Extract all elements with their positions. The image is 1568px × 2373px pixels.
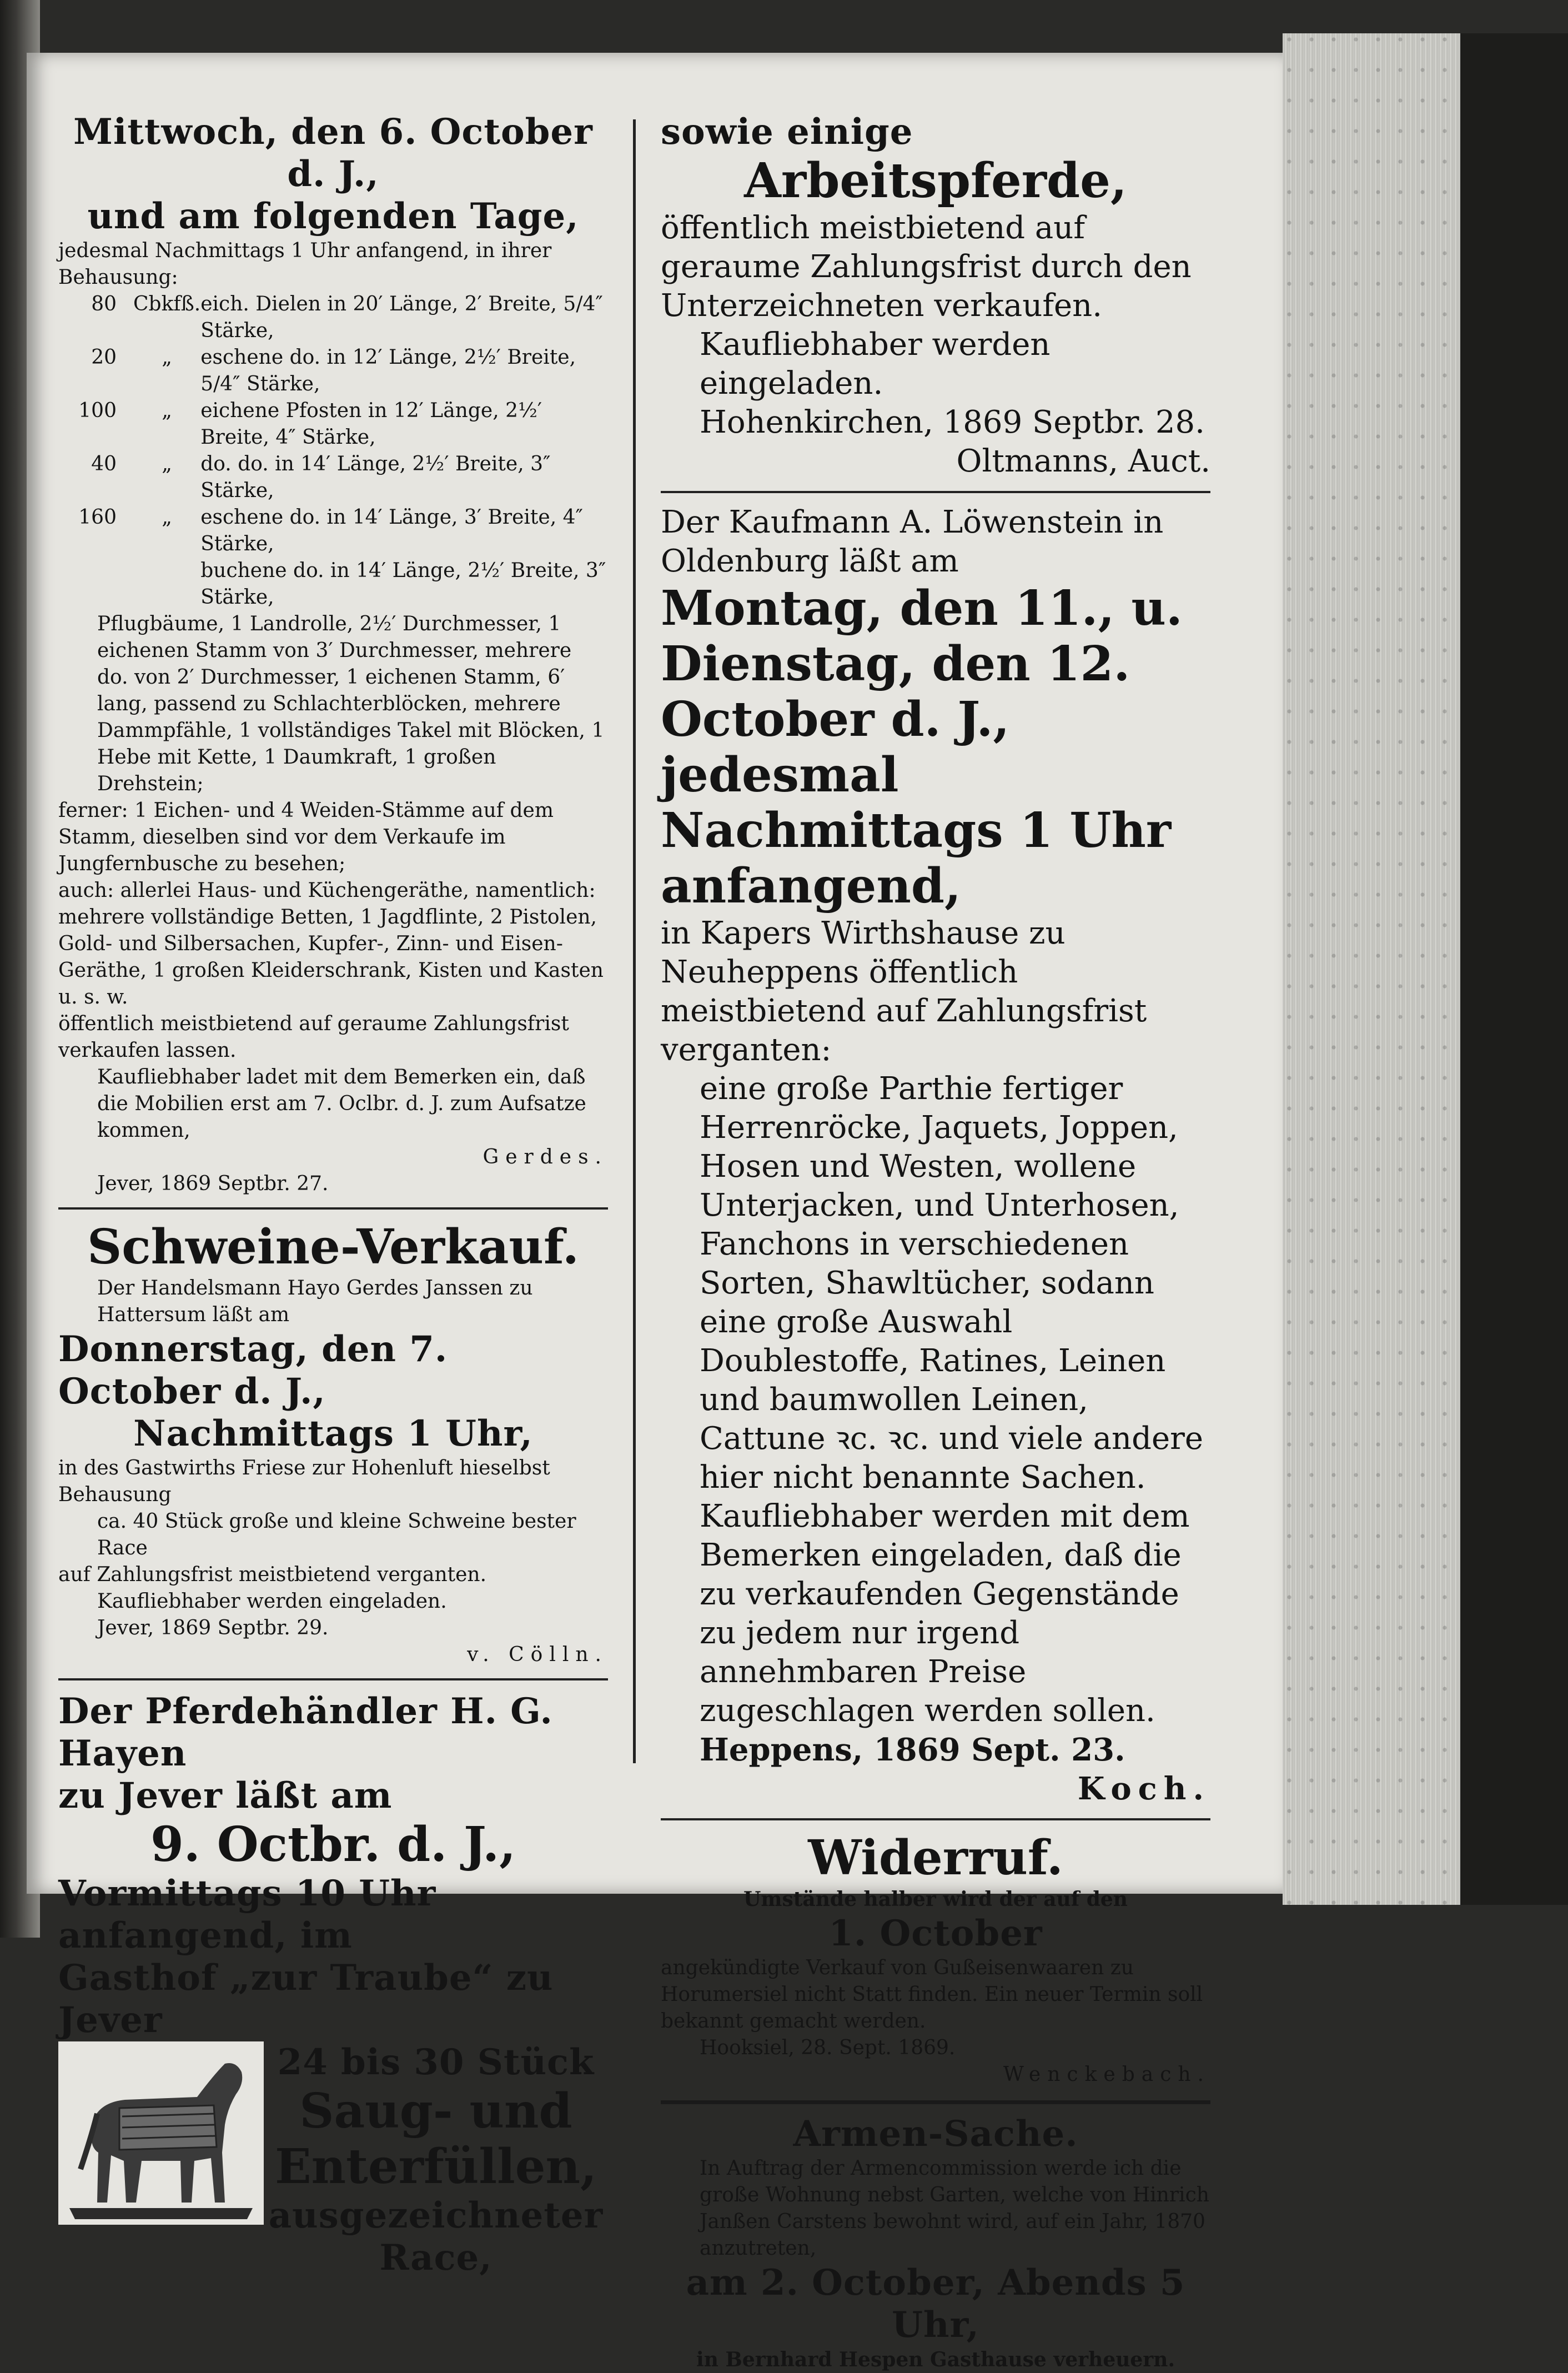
notice-goods2: Enterfüllen,: [275, 2139, 597, 2195]
notice-dateline: Hohenkirchen, 1869 Septbr. 28.: [700, 404, 1205, 440]
auction-notice-pigs: [58, 1220, 608, 1668]
lot-desc: eschene do. in 12′ Länge, 2½′ Breite, 5/4″ Stärke,: [200, 346, 576, 395]
notice-signer: Oltmanns, Auct.: [956, 443, 1210, 479]
notice-qty: 24 bis 30 Stück: [277, 2041, 595, 2083]
notice-date: Donnerstag, den 7. October d. J.,: [58, 1328, 448, 1412]
auction-notice-clothing: [661, 503, 1210, 1808]
notice-intro: Der Handelsmann Hayo Gerdes Janssen zu Hattersum läßt am: [97, 1277, 533, 1326]
notice-text: In Auftrag der Armencommission werde ich die große Wohnung nebst Garten, welche von Hinrich Janßen Carstens bewohnt wird, auf ein Jahr, 1870 anzutreten,: [700, 2157, 1209, 2260]
notice-signer: Koch.: [1077, 1770, 1210, 1807]
horse-woodcut-icon: [58, 2041, 264, 2225]
notice-ferner: ferner: 1 Eichen- und 4 Weiden-Stämme auf dem Stamm, dieselben sind vor dem Verkaufe im Jungfernbusche zu besehen;: [58, 799, 554, 875]
divider: [58, 1207, 608, 1210]
lot-unit: [133, 558, 200, 611]
notice-dateline: Heppens, 1869 Sept. 23.: [700, 1732, 1125, 1768]
lot-qty: 100: [78, 399, 117, 422]
notice-text: angekündigte Verkauf von Gußeisenwaaren zu Horumersiel nicht Statt finden. Ein neuer Termin soll bekannt gemacht werden.: [661, 1956, 1203, 2033]
lot-qty: 80: [91, 293, 117, 315]
notice-title: Schweine-Verkauf.: [87, 1219, 579, 1275]
notice-line1: sowie einige: [661, 111, 913, 153]
horse-text: [264, 2041, 608, 2279]
notice-date: 1. October: [828, 1913, 1043, 1954]
notice-items: Pflugbäume, 1 Landrolle, 2½′ Durchmesser, 1 eichenen Stamm von 3′ Durchmesser, mehrere do. von 2′ Durchmesser, 1 eichenen Stamm, 6′ lang, passend zu Schlachterblöcken, mehrere Dammpfähle, 1 vollständiges Takel mit Blöcken, 1 Hebe mit Kette, 1 Daumkraft, 1 großen Drehstein;: [97, 613, 605, 795]
notice-signer: Gerdes.: [483, 1146, 608, 1168]
notice-signer: v. Cölln.: [467, 1643, 608, 1666]
scan-background: [1460, 33, 1568, 1905]
lot-qty: 20: [91, 346, 117, 369]
notice-heading: Mittwoch, den 6. October d. J.,: [73, 111, 593, 195]
notice-date: am 2. October, Abends 5 Uhr,: [686, 2262, 1185, 2346]
lot-unit: „: [162, 399, 172, 422]
notice-place: in des Gastwirths Friese zur Hohenluft hieselbst Behausung: [58, 1457, 550, 1506]
notice-place: Gasthof „zur Traube“ zu Jever: [58, 1957, 554, 2041]
left-column: [58, 111, 608, 2279]
notice-goods1: Saug- und: [299, 2083, 572, 2139]
notice-invite: Kaufliebhaber werden eingeladen.: [97, 1590, 447, 1613]
notice-line1: Umstände halber wird der auf den: [743, 1888, 1128, 1911]
notice-date: 9. Octbr. d. J.,: [150, 1817, 516, 1873]
right-column: [661, 111, 1210, 2373]
divider: [661, 1818, 1210, 1820]
divider: [661, 2100, 1210, 2104]
revocation-notice: [661, 1830, 1210, 2088]
column-rule: [633, 119, 636, 1763]
notice-title: Arbeitspferde,: [744, 153, 1127, 209]
notice-text: öffentlich meistbietend auf geraume Zahlungsfrist durch den Unterzeichneten verkaufen.: [661, 210, 1192, 324]
book-fore-edge: [1283, 33, 1460, 1905]
lot-row: [58, 504, 608, 558]
lot-desc: eich. Dielen in 20′ Länge, 2′ Breite, 5/4″ Stärke,: [200, 293, 603, 342]
notice-date: Montag, den 11., u. Dienstag, den 12. October d. J., jedesmal Nachmittags 1 Uhr anfangend,: [661, 580, 1183, 914]
notice-line1: Der Pferdehändler H. G. Hayen: [58, 1690, 553, 1774]
notice-signer: Wenckebach.: [1003, 2063, 1210, 2086]
lot-qty: 40: [91, 453, 117, 475]
lot-row: [58, 558, 608, 611]
divider: [661, 491, 1210, 493]
notice-time: Vormittags 10 Uhr anfangend, im: [58, 1873, 436, 1956]
notice-place: in Kapers Wirthshause zu Neuheppens öffentlich meistbietend auf Zahlungsfrist verganten:: [661, 915, 1147, 1068]
notice-goods: ca. 40 Stück große und kleine Schweine bester Race: [97, 1510, 576, 1559]
poor-relief-notice: [661, 2113, 1210, 2373]
notice-title: Widerruf.: [808, 1830, 1063, 1886]
auction-notice-household: [58, 111, 608, 1197]
notice-goods: eine große Parthie fertiger Herrenröcke, Jaquets, Joppen, Hosen und Westen, wollene Unterjacken, und Unterhosen, Fanchons in verschiedenen Sorten, Shawltücher, sodann eine große Auswahl Doublestoffe, Ratines, Leinen und baumwollen Leinen, Cattune ꝛc. ꝛc. und viele andere hier nicht benannte Sachen.: [700, 1071, 1204, 1496]
notice-intro: jedesmal Nachmittags 1 Uhr anfangend, in ihrer Behausung:: [58, 239, 552, 289]
notice-subheading: und am folgenden Tage,: [87, 195, 579, 237]
notice-goods3: ausgezeichneter Race,: [268, 2195, 604, 2279]
notice-line2: zu Jever läßt am: [58, 1775, 393, 1817]
lot-unit: Cbkfß.: [133, 293, 201, 315]
notice-title: Armen-Sache.: [793, 2113, 1078, 2155]
notice-auch: auch: allerlei Haus- und Küchengeräthe, namentlich: mehrere vollständige Betten, 1 Jagdflinte, 2 Pistolen, Gold- und Silbersachen, Kupfer-, Zinn- und Eisen-Geräthe, 1 großen Kleiderschrank, Kisten und Kasten u. s. w.: [58, 879, 604, 1009]
divider: [58, 1678, 608, 1680]
auction-notice-workhorses: [661, 111, 1210, 481]
auction-notice-foals: [58, 1690, 608, 2279]
lot-qty: 160: [78, 506, 117, 529]
notice-place: in Bernhard Hespen Gasthause verheuern.: [696, 2348, 1175, 2371]
lot-desc: eichene Pfosten in 12′ Länge, 2½′ Breite, 4″ Stärke,: [200, 399, 542, 449]
lot-desc: eschene do. in 14′ Länge, 3′ Breite, 4″ Stärke,: [200, 506, 583, 555]
horse-block: [58, 2041, 608, 2279]
lot-row: [58, 344, 608, 398]
notice-invite: Kaufliebhaber werden eingeladen.: [700, 327, 1051, 402]
lot-row: [58, 451, 608, 504]
lot-row: [58, 291, 608, 344]
notice-time: Nachmittags 1 Uhr,: [133, 1413, 533, 1454]
notice-closing: öffentlich meistbietend auf geraume Zahlungsfrist verkaufen lassen.: [58, 1012, 569, 1062]
lot-unit: „: [162, 453, 172, 475]
notice-dateline: Hooksiel, 28. Sept. 1869.: [700, 2036, 956, 2059]
lot-unit: „: [162, 506, 172, 529]
lot-unit: „: [162, 346, 172, 369]
notice-closing: auf Zahlungsfrist meistbietend verganten.: [58, 1563, 487, 1586]
notice-invite: Kaufliebhaber werden mit dem Bemerken eingeladen, daß die zu verkaufenden Gegenstände zu jedem nur irgend annehmbaren Preise zugeschlagen werden sollen.: [700, 1498, 1190, 1729]
lot-row: [58, 398, 608, 451]
lot-table: [58, 291, 608, 611]
notice-invite: Kaufliebhaber ladet mit dem Bemerken ein, daß die Mobilien erst am 7. Oclbr. d. J. zum Aufsatze kommen,: [97, 1066, 586, 1142]
lot-desc: buchene do. in 14′ Länge, 2½′ Breite, 3″ Stärke,: [200, 559, 606, 609]
lot-desc: do. do. in 14′ Länge, 2½′ Breite, 3″ Stärke,: [200, 453, 551, 502]
lot-qty: [58, 558, 133, 611]
notice-dateline: Jever, 1869 Septbr. 29.: [97, 1617, 329, 1639]
notice-intro: Der Kaufmann A. Löwenstein in Oldenburg läßt am: [661, 504, 1164, 579]
notice-dateline: Jever, 1869 Septbr. 27.: [97, 1172, 329, 1195]
